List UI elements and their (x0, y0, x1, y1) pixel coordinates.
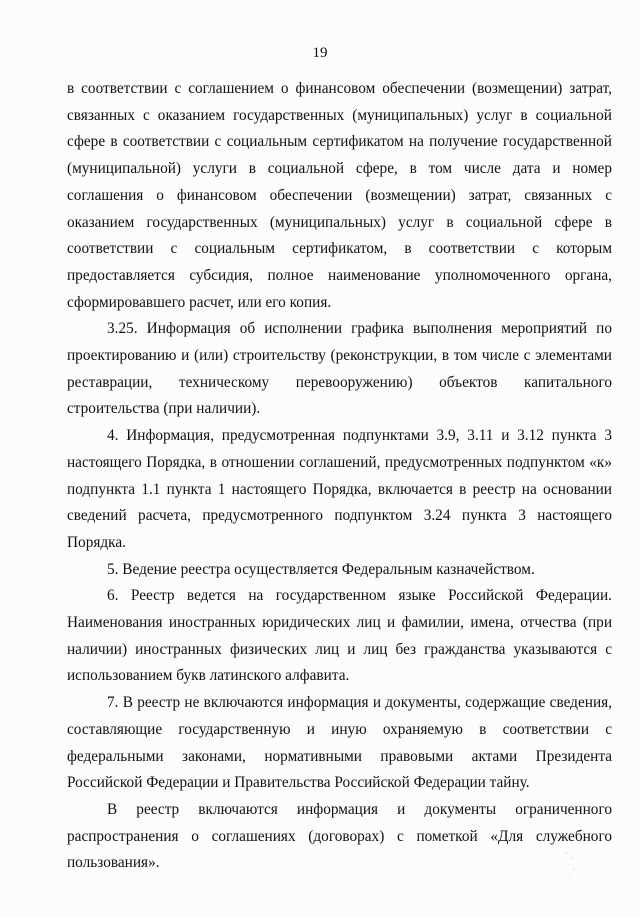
paragraph-4: 4. Информация, предусмотренная подпунктами 3.9, 3.11 и 3.12 пункта 3 настоящего Порядка, в отношении соглашений, предусмотренных подпунктом «к» подпункта 1.1 пункта 1 настоящего Порядка, включается в реестр на основании сведений расчета, предусмотренного подпунктом 3.24 пункта 3 настоящего Порядка. (67, 427, 612, 551)
scan-specks-decoration (560, 849, 580, 877)
paragraph-continuation: в соответствии с соглашением о финансовом обеспечении (возмещении) затрат, связанных с оказанием государственных (муниципальных) услуг в социальной сфере в соответствии с социальным сертификатом на получение государственной (муниципальной) услуги в социальной сфере, в том числе дата и номер соглашения о финансовом обеспечении (возмещении) затрат, связанных с оказанием государственных (муниципальных) услуг в социальной сфере в соответствии с социальным сертификатом, в соответствии с которым предоставляется субсидия, полное наименование уполномоченного органа, сформировавшего расчет, или его копия. (67, 80, 612, 311)
paragraph-5: 5. Ведение реестра осуществляется Федеральным казначейством. (107, 560, 535, 578)
document-body (67, 76, 612, 877)
paragraph-7: 7. В реестр не включаются информация и документы, содержащие сведения, составляющие государственную и иную охраняемую в соответствии с федеральными законами, нормативными правовыми актами Президента Российской Федерации и Правительства Российской Федерации тайну. (67, 694, 612, 792)
paragraph-6: 6. Реестр ведется на государственном языке Российской Федерации. Наименования иностранных юридических лиц и фамилии, имена, отчества (при наличии) иностранных физических лиц и лиц без гражданства указываются с использованием букв латинского алфавита. (67, 587, 612, 685)
page-number: 19 (312, 45, 328, 61)
paragraph-3-25: 3.25. Информация об исполнении графика выполнения мероприятий по проектированию и (или) строительству (реконструкции, в том числе с элементами реставрации, техническому перевооружению) объектов капитального строительства (при наличии). (67, 320, 612, 418)
paragraph-7-continuation: В реестр включаются информация и документы ограниченного распространения о соглашениях (договорах) с пометкой «Для служебного пользования». (67, 800, 612, 872)
